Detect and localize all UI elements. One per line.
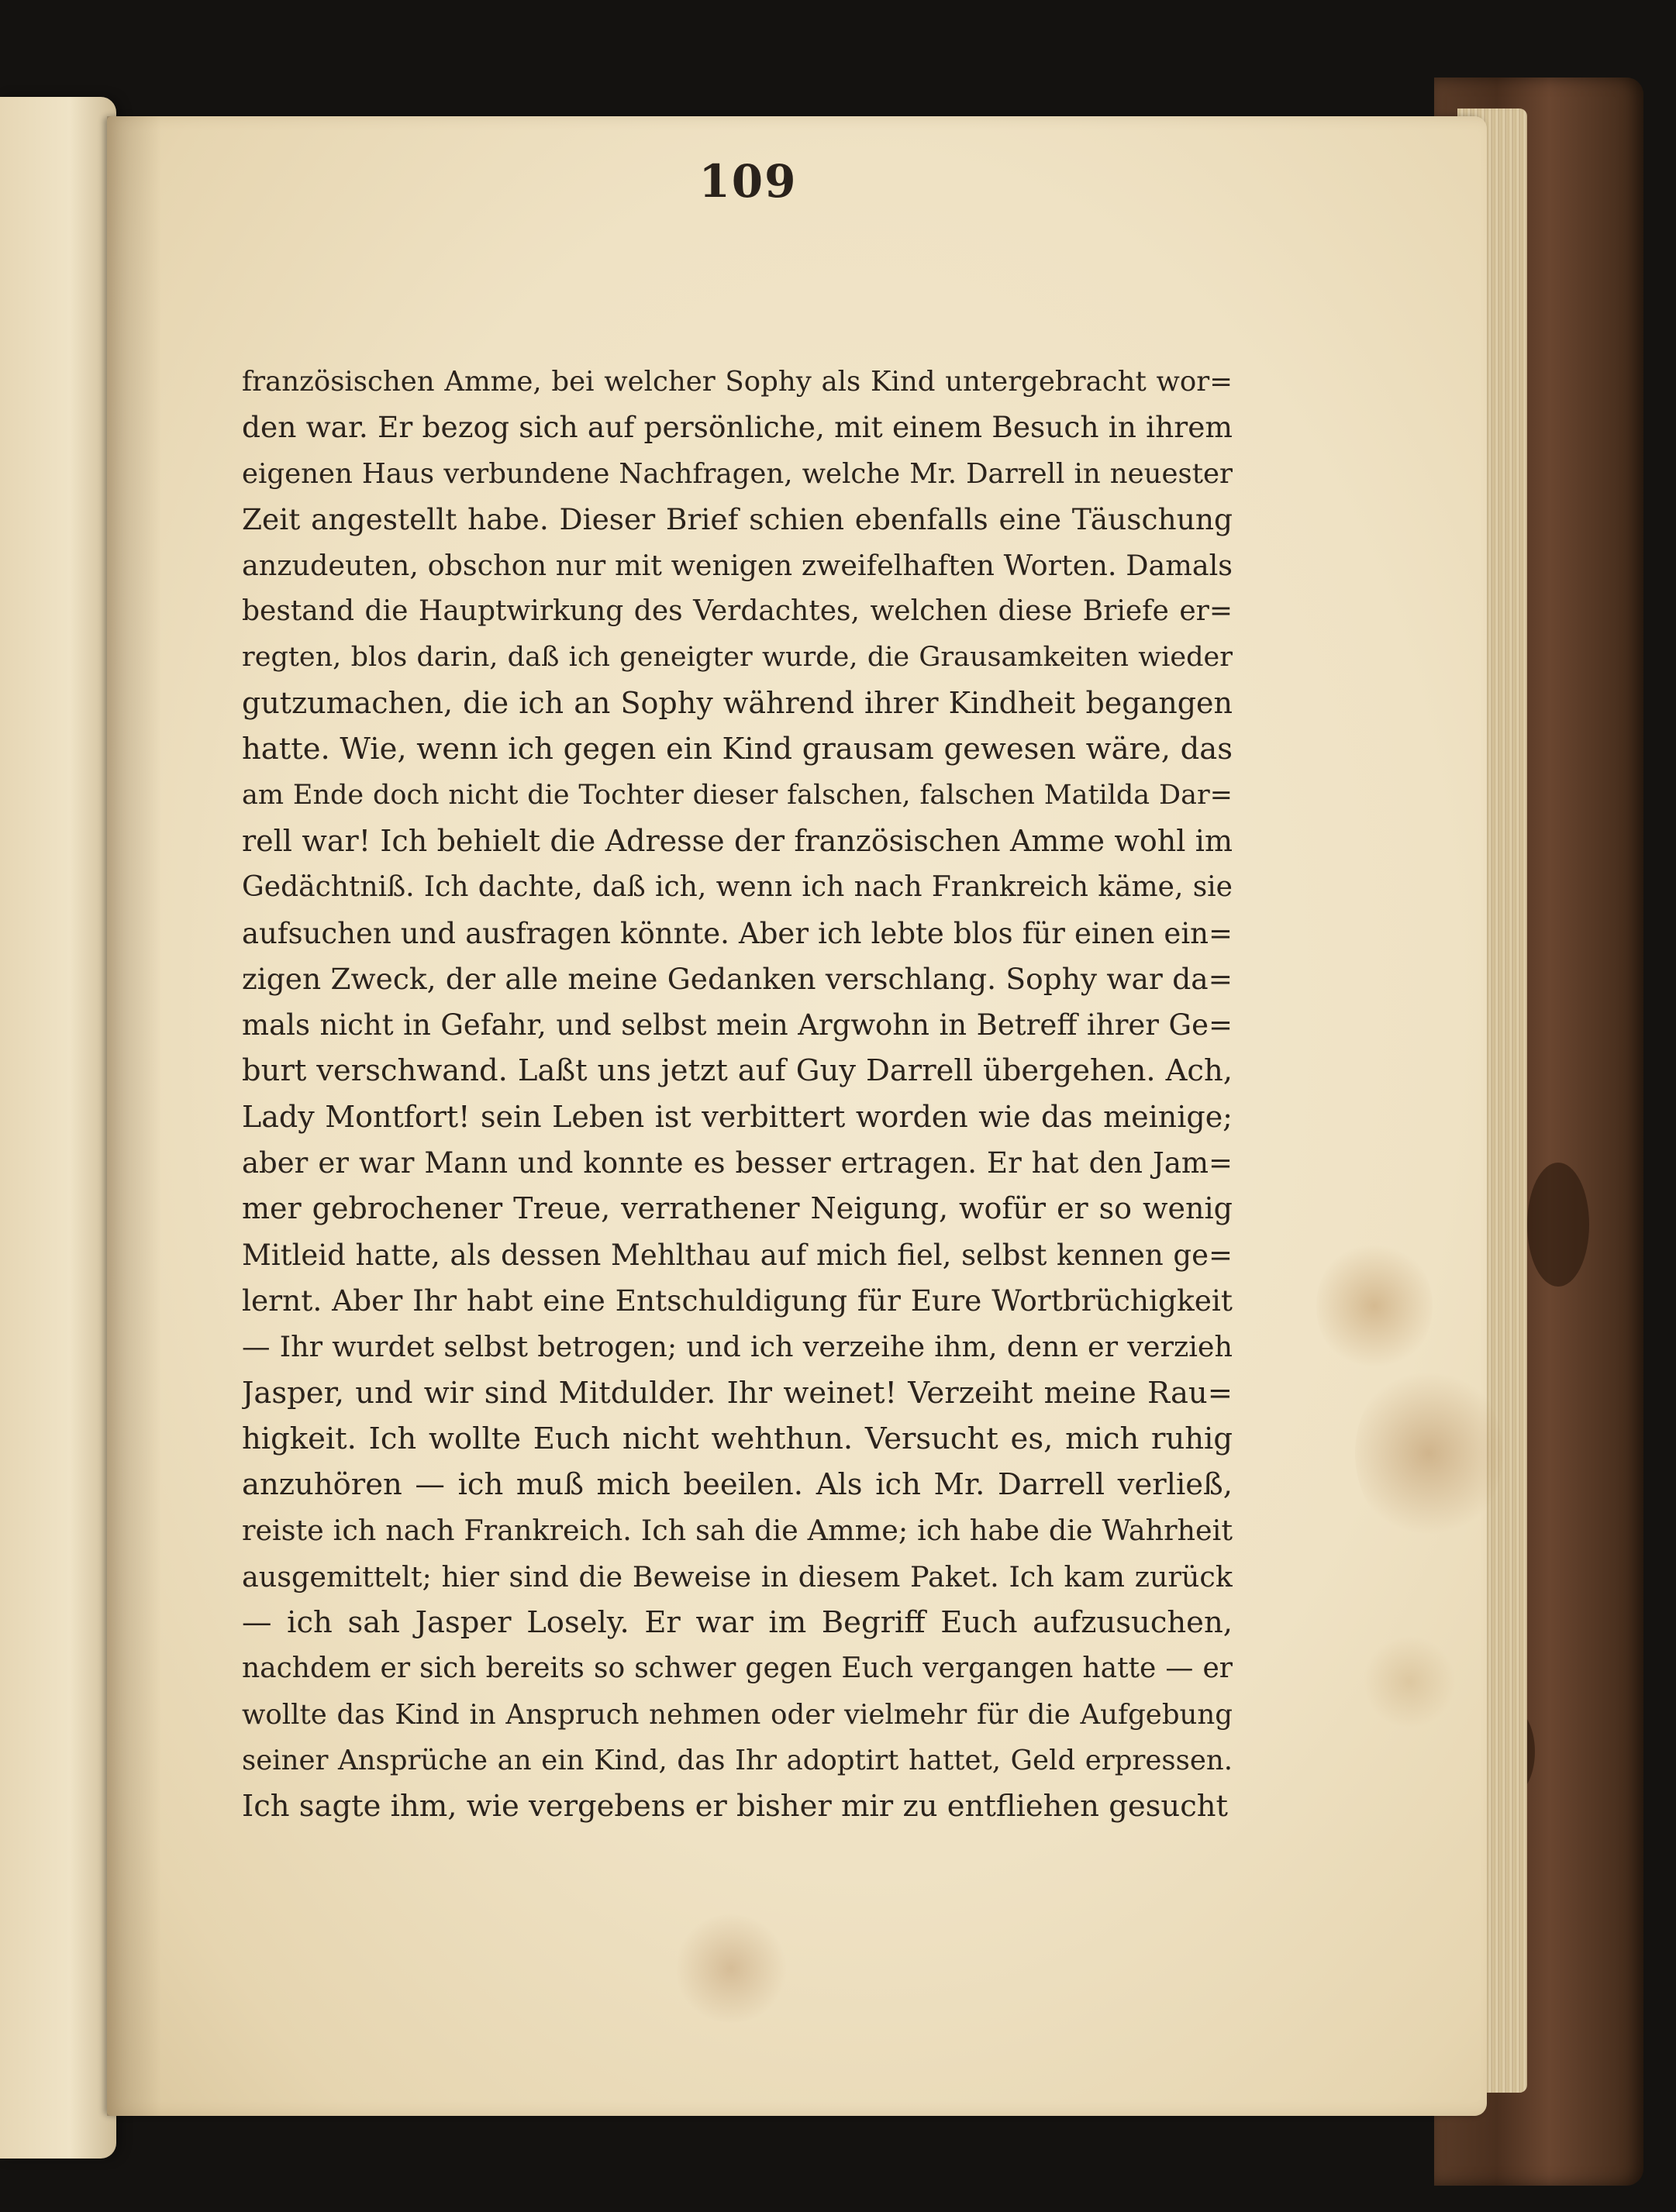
foxing-stain (1316, 1240, 1433, 1372)
text-line: burt verschwand. Laßt uns jetzt auf Guy Darrell übergehen. Ach, (242, 1053, 1233, 1089)
text-line: zigen Zweck, der alle meine Gedanken verschlang. Sophy war da= (242, 961, 1233, 996)
text-line: anzudeuten, obschon nur mit wenigen zweifelhaften Worten. Damals (242, 549, 1233, 583)
text-line: Ich sagte ihm, wie vergebens er bisher mir zu entfliehen gesucht (242, 1789, 1229, 1824)
text-line: Zeit angestellt habe. Dieser Brief schien ebenfalls eine Täuschung (242, 501, 1233, 536)
page-number: 109 (698, 155, 798, 208)
text-line: Lady Montfort! sein Leben ist verbittert worden wie das meinige; (242, 1099, 1233, 1134)
text-line: eigenen Haus verbundene Nachfragen, welche Mr. Darrell in neuester (242, 457, 1233, 490)
text-line: mals nicht in Gefahr, und selbst mein Argwohn in Betreff ihrer Ge= (242, 1008, 1233, 1042)
text-line: rell war! Ich behielt die Adresse der französischen Amme wohl im (242, 823, 1233, 858)
text-line: gutzumachen, die ich an Sophy während ihrer Kindheit begangen (242, 686, 1233, 721)
text-line: hatte. Wie, wenn ich gegen ein Kind grausam gewesen wäre, das (242, 732, 1233, 767)
text-line: ausgemittelt; hier sind die Beweise in diesem Paket. Ich kam zurück (242, 1559, 1233, 1594)
text-line: anzuhören — ich muß mich beeilen. Als ich Mr. Darrell verließ, (242, 1467, 1233, 1503)
text-line: am Ende doch nicht die Tochter dieser falschen, falschen Matilda Dar= (242, 779, 1233, 811)
text-line: wollte das Kind in Anspruch nehmen oder vielmehr für die Aufgebung (242, 1698, 1233, 1731)
foxing-stain (1363, 1635, 1456, 1728)
text-line: — ich sah Jasper Losely. Er war im Begriff Euch aufzusuchen, (242, 1605, 1233, 1641)
page-gutter-shadow (107, 116, 161, 2116)
text-line: französischen Amme, bei welcher Sophy als Kind untergebracht wor= (242, 366, 1233, 398)
text-line: nachdem er sich bereits so schwer gegen Euch vergangen hatte — er (242, 1652, 1233, 1685)
text-line: den war. Er bezog sich auf persönliche, mit einem Besuch in ihrem (242, 410, 1233, 445)
text-line: — Ihr wurdet selbst betrogen; und ich verzeihe ihm, denn er verzieh (242, 1330, 1233, 1364)
text-line: seiner Ansprüche an ein Kind, das Ihr adoptirt hattet, Geld erpressen. (242, 1744, 1233, 1776)
text-line: regten, blos darin, daß ich geneigter wurde, die Grausamkeiten wieder (242, 641, 1233, 673)
text-line: Gedächtniß. Ich dachte, daß ich, wenn ich nach Frankreich käme, sie (242, 871, 1233, 904)
body-text (242, 359, 1233, 1830)
text-line: mer gebrochener Treue, verrathener Neigung, wofür er so wenig (242, 1191, 1233, 1226)
text-line: aufsuchen und ausfragen könnte. Aber ich lebte blos für einen ein= (242, 916, 1233, 950)
text-line: Mitleid hatte, als dessen Mehlthau auf mich fiel, selbst kennen ge= (242, 1238, 1233, 1272)
text-line: higkeit. Ich wollte Euch nicht wehthun. Versucht es, mich ruhig (242, 1421, 1233, 1456)
text-line: bestand die Hauptwirkung des Verdachtes, welchen diese Briefe er= (242, 595, 1233, 628)
left-page-edge (0, 97, 116, 2159)
text-line: Jasper, und wir sind Mitdulder. Ihr weinet! Verzeiht meine Rau= (242, 1375, 1233, 1411)
foxing-stain (1355, 1364, 1502, 1542)
foxing-stain (673, 1914, 789, 2023)
text-line: lernt. Aber Ihr habt eine Entschuldigung für Eure Wortbrüchigkeit (242, 1283, 1233, 1318)
text-line: reiste ich nach Frankreich. Ich sah die Amme; ich habe die Wahrheit (242, 1514, 1233, 1548)
text-line: aber er war Mann und konnte es besser ertragen. Er hat den Jam= (242, 1146, 1233, 1180)
